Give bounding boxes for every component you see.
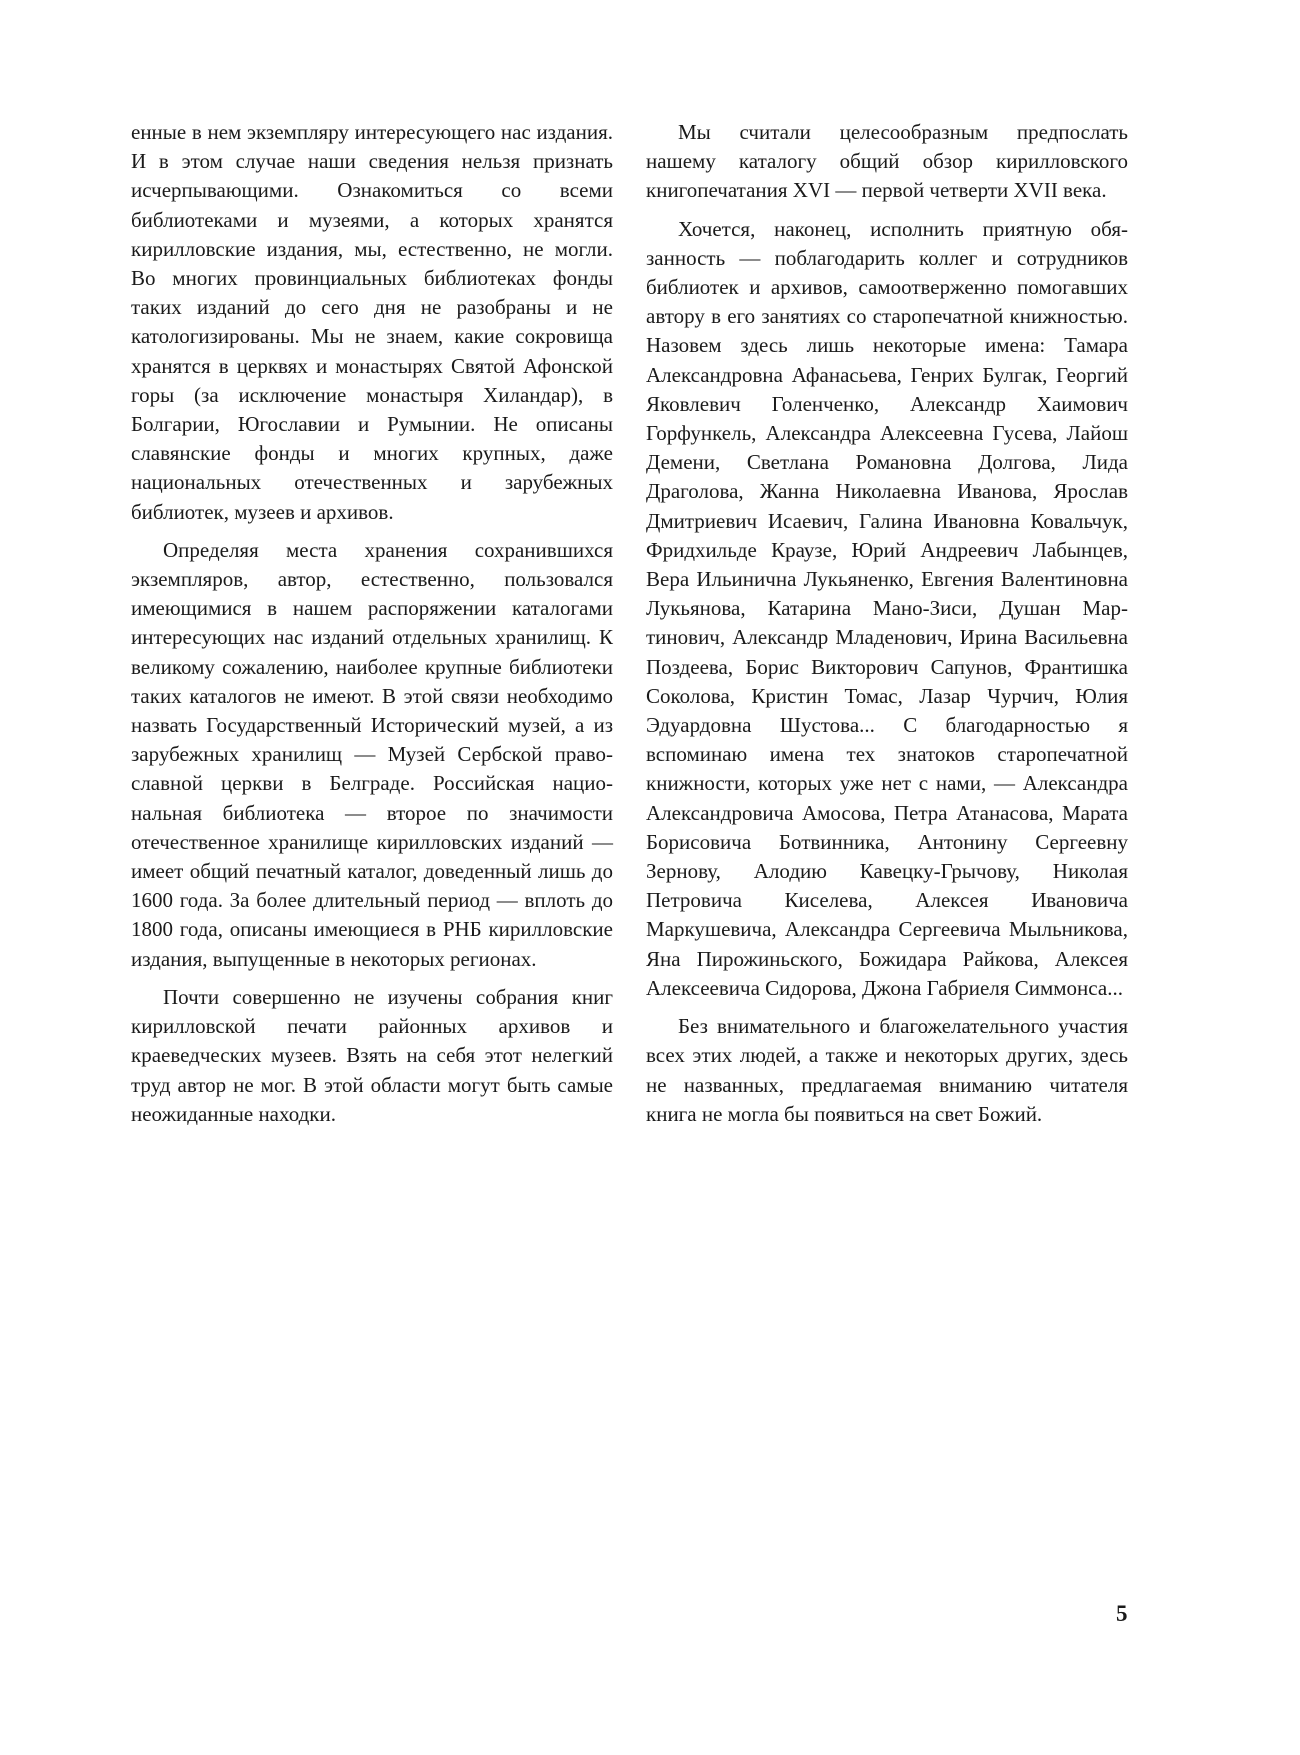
left-paragraph-3: Почти совершенно не изучены собрания книг кирилловской печати районных архивов и краеведческих музеев. Взять на себя этот нелегкий труд автор не мог. В этой области могут быть самые неожиданные находки. [131, 984, 613, 1126]
right-paragraph-1: Мы считали целесообразным предпослать нашему каталогу общий обзор кирилловского книгопечатания XVI — первой четверти XVII века. [646, 120, 1128, 203]
right-text-column [646, 118, 1128, 1138]
page-number: 5 [1116, 1601, 1128, 1626]
right-paragraph-2: Хочется, наконец, исполнить приятную обязанность — поблагодарить коллег и сотрудников библиотек и архивов, самоотверженно помогавших автору в его занятиях со старопечатной книжностью. Назовем здесь лишь некоторые имена: Тамара Александровна Афанасьева, Генрих Булгак, Георгий Яковлевич Голенченко, Александр Хаимович Горфункель, Александра Алексеевна Гусева, Лайош Демени, Светлана Романовна Долгова, Лида Драголова, Жанна Николаевна Иванова, Ярослав Дмитриевич Исаевич, Галина Ивановна Ковальчук, Фридхильде Краузе, Юрий Андреевич Лабынцев, Вера Ильинична Лукьяненко, Евгения Валентиновна Лукьянова, Катарина Мано-Зиси, Душан Мартинович, Александр Младенович, Ирина Васильевна Поздеева, Борис Викторович Сапунов, Франтишка Соколова, Кристин Томас, Лазар Чурчич, Юлия Эдуардовна Шустова... С благодарностью я вспоминаю имена тех знатоков старопечатной книжности, которых уже нет с нами, — Александра Александровича Амосова, Петра Атанасова, Марата Борисовича Ботвинника, Антонину Сергеевну Зернову, Алодию Кавецку-Грычову, Николая Петровича Киселева, Алексея Ивановича Маркушевича, Александра Сергеевича Мыльникова, Яна Пирожиньского, Божидара Райкова, Алексея Алексеевича Сидорова, Джона Габриеля Симмонса... [646, 216, 1128, 1000]
left-text-column [131, 118, 613, 1138]
left-paragraph-1: енные в нем экземпляру интересующего нас издания. И в этом случае наши сведения нельзя признать исчерпывающими. Ознакомиться со всеми библиотеками и музеями, а которых хранятся кирилловские издания, мы, естественно, не могли. Во многих провинциальных библиотеках фонды таких изданий до сего дня не разобраны и не катологизированы. Мы не знаем, какие сокровища хранятся в церквях и монастырях Святой Афонской горы (за исключение монастыря Хиландар), в Болгарии, Югославии и Румынии. Не описаны славянские фонды и многих крупных, даже национальных отечественных и зарубежных библиотек, музеев и архивов. [131, 120, 613, 524]
left-paragraph-2: Определяя места хранения сохранившихся экземпляров, автор, естественно, пользовался имеющимися в нашем распоряжении каталогами интересующих нас изданий отдельных хранилищ. К великому сожалению, наиболее крупные библиотеки таких каталогов не имеют. В этой связи необходимо назвать Государственный Исторический музей, а из зарубежных хранилищ — Музей Сербской православной церкви в Белграде. Российская национальная библиотека — второе по значимости отечественное хранилище кирилловских изданий — имеет общий печатный каталог, доведенный лишь до 1600 года. За более длительный период — вплоть до 1800 года, описаны имеющиеся в РНБ кирилловские издания, выпущенные в некоторых регионах. [131, 537, 613, 971]
right-paragraph-3: Без внимательного и благожелательного участия всех этих людей, а также и некоторых других, здесь не названных, предлагаемая вниманию читателя книга не могла бы появиться на свет Божий. [646, 1014, 1128, 1126]
